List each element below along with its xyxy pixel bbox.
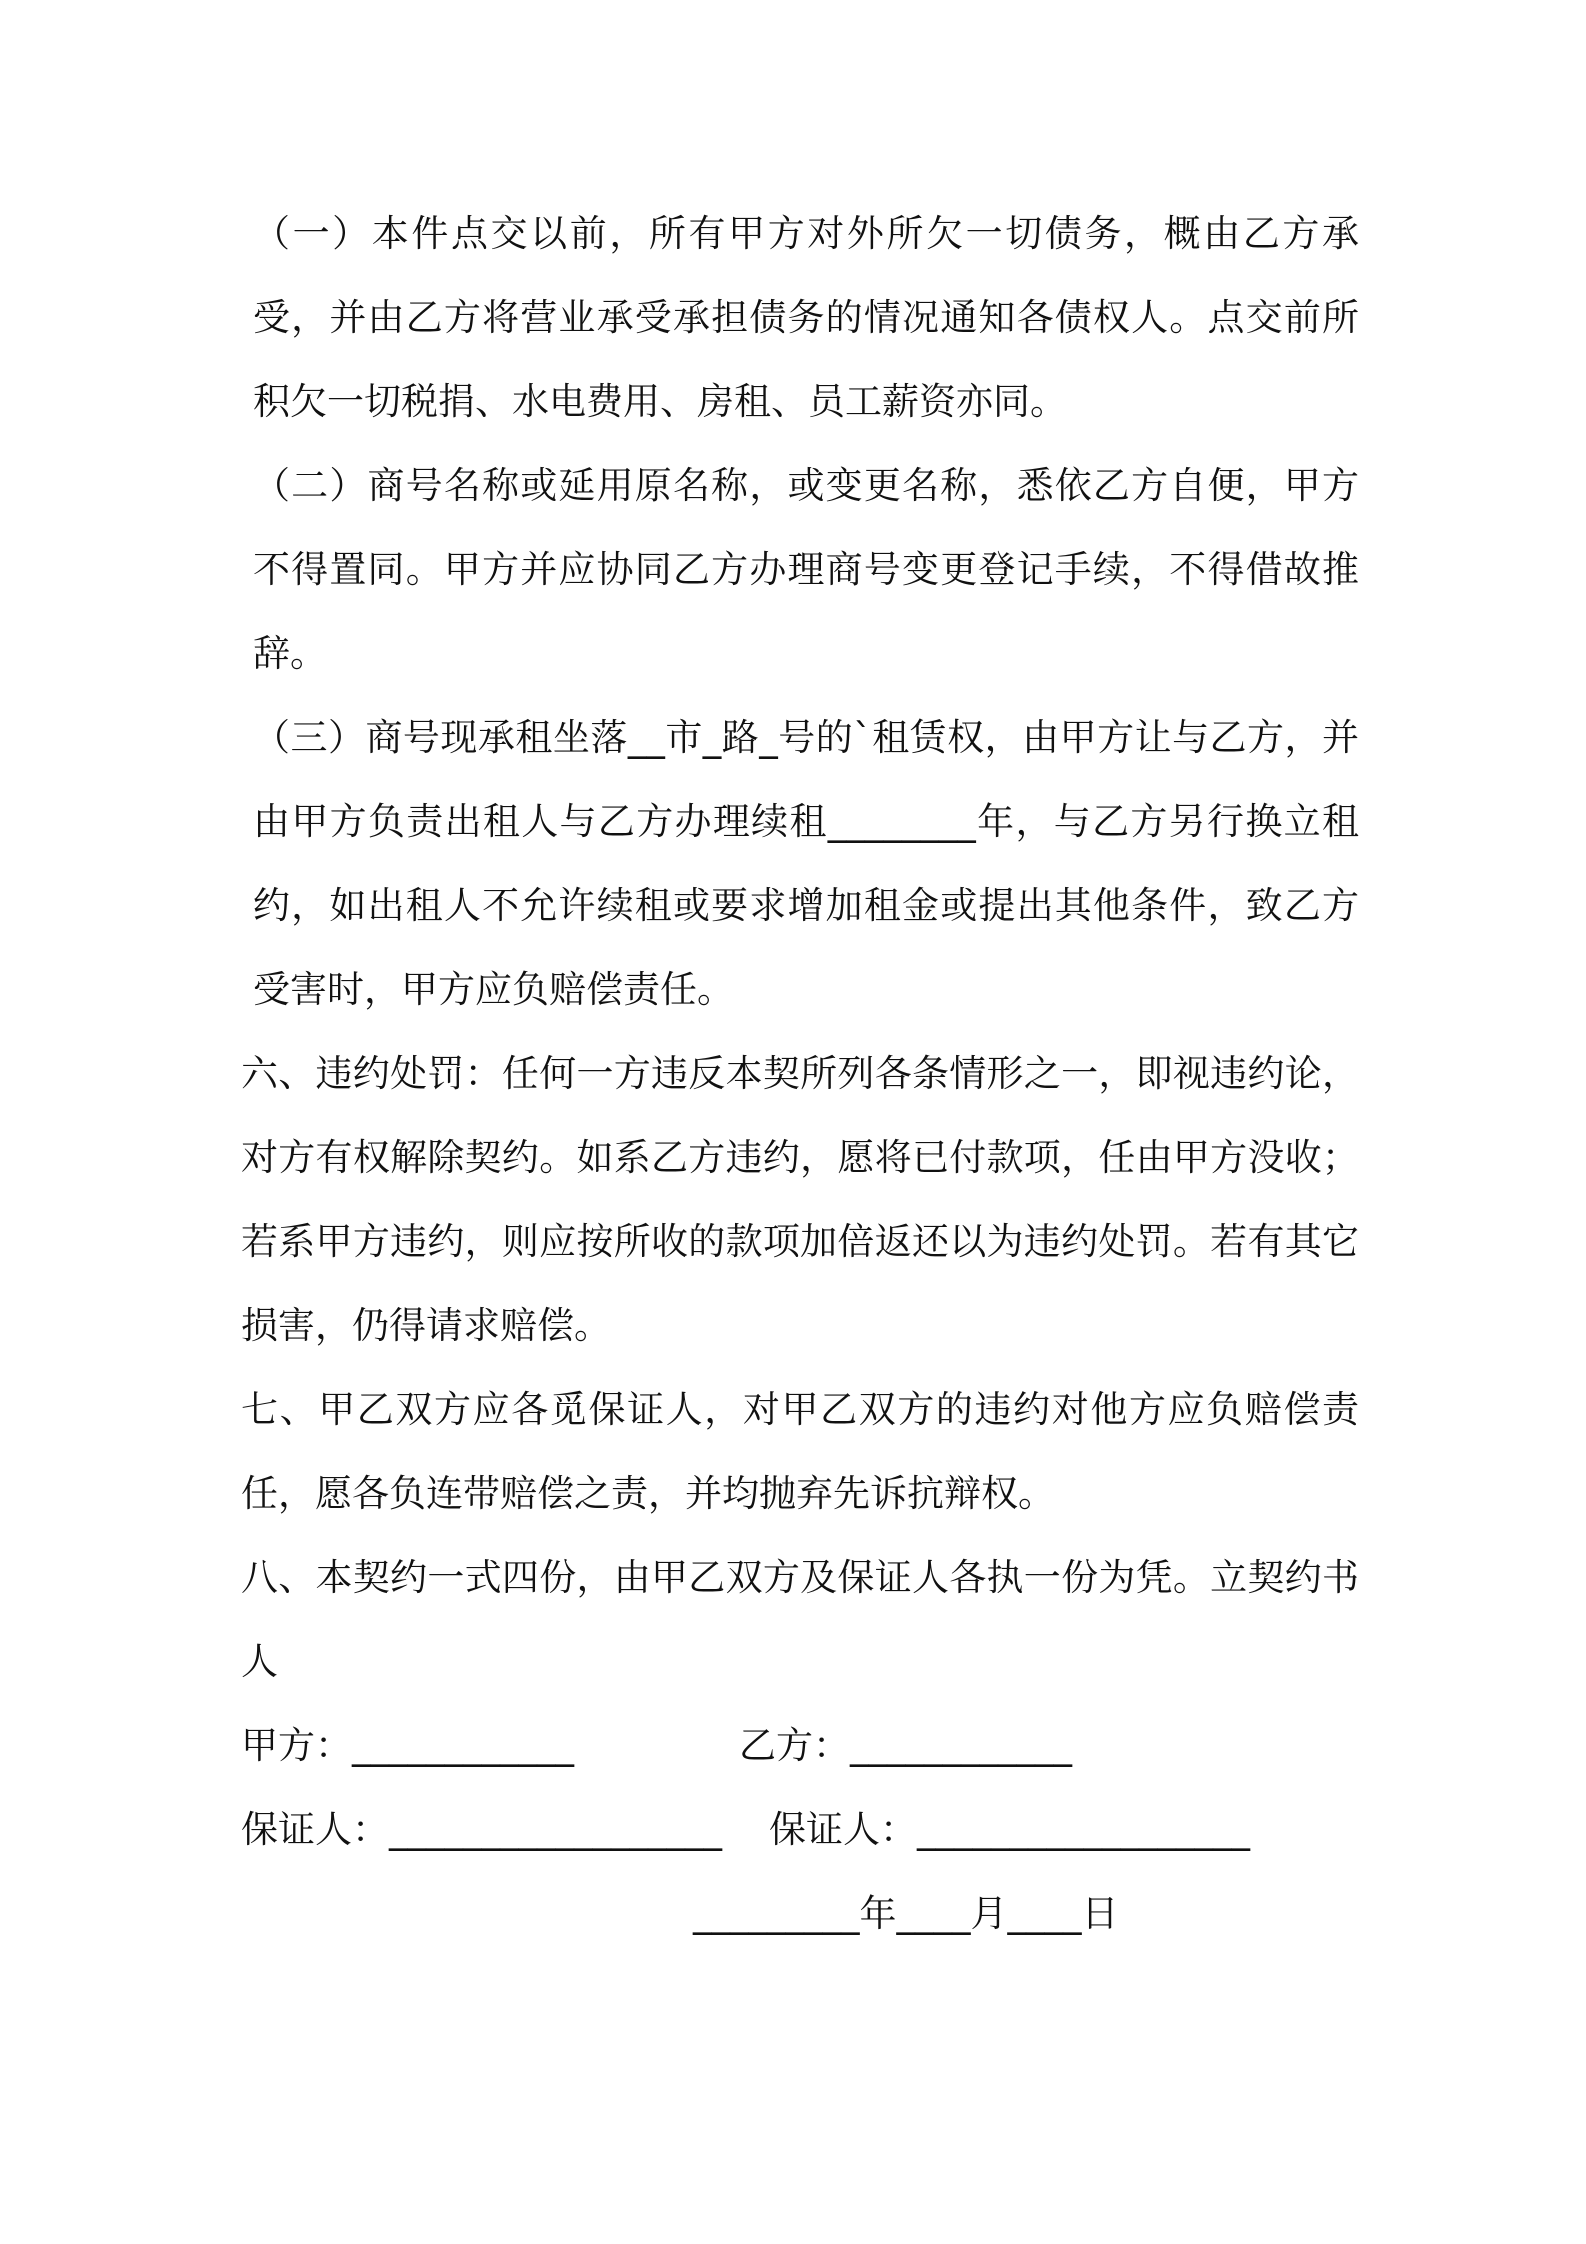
- party-signature-row: [241, 1704, 1359, 1788]
- clause-3-paragraph: （三）商号现承租坐落__市_路_号的`租赁权，由甲方让与乙方，并由甲方负责出租人与乙方办理续租________年，与乙方另行换立租约，如出租人不允许续租或要求增加租金或提出其他条件，致乙方受害时，甲方应负赔偿责任。: [253, 716, 1359, 1011]
- guarantor-signature-row: [241, 1788, 1359, 1872]
- clause-1-paragraph: （一）本件点交以前，所有甲方对外所欠一切债务，概由乙方承受，并由乙方将营业承受承担债务的情况通知各债权人。点交前所积欠一切税捐、水电费用、房租、员工薪资亦同。: [253, 212, 1359, 423]
- section-6-paragraph: 六、违约处罚：任何一方违反本契所列各条情形之一，即视违约论，对方有权解除契约。如系乙方违约，愿将已付款项，任由甲方没收；若系甲方违约，则应按所收的款项加倍返还以为违约处罚。若有其它损害，仍得请求赔偿。: [241, 1052, 1359, 1347]
- signing-date: _________年____月____日: [693, 1892, 1119, 1935]
- party-a-signature: 甲方：____________: [241, 1724, 574, 1767]
- guarantor-b-signature: 保证人：__________________: [769, 1808, 1250, 1851]
- section-7-paragraph: 七、甲乙双方应各觅保证人，对甲乙双方的违约对他方应负赔偿责任，愿各负连带赔偿之责，并均抛弃先诉抗辩权。: [241, 1388, 1359, 1515]
- date-row: [241, 1872, 1359, 1956]
- section-8-paragraph: 八、本契约一式四份，由甲乙双方及保证人各执一份为凭。立契约书人: [241, 1556, 1359, 1683]
- document-body: [241, 192, 1359, 1956]
- party-b-signature: 乙方：____________: [739, 1724, 1072, 1767]
- clause-2-paragraph: （二）商号名称或延用原名称，或变更名称，悉依乙方自便，甲方不得置同。甲方并应协同乙方办理商号变更登记手续，不得借故推辞。: [253, 464, 1359, 675]
- guarantor-a-signature: 保证人：__________________: [241, 1808, 722, 1851]
